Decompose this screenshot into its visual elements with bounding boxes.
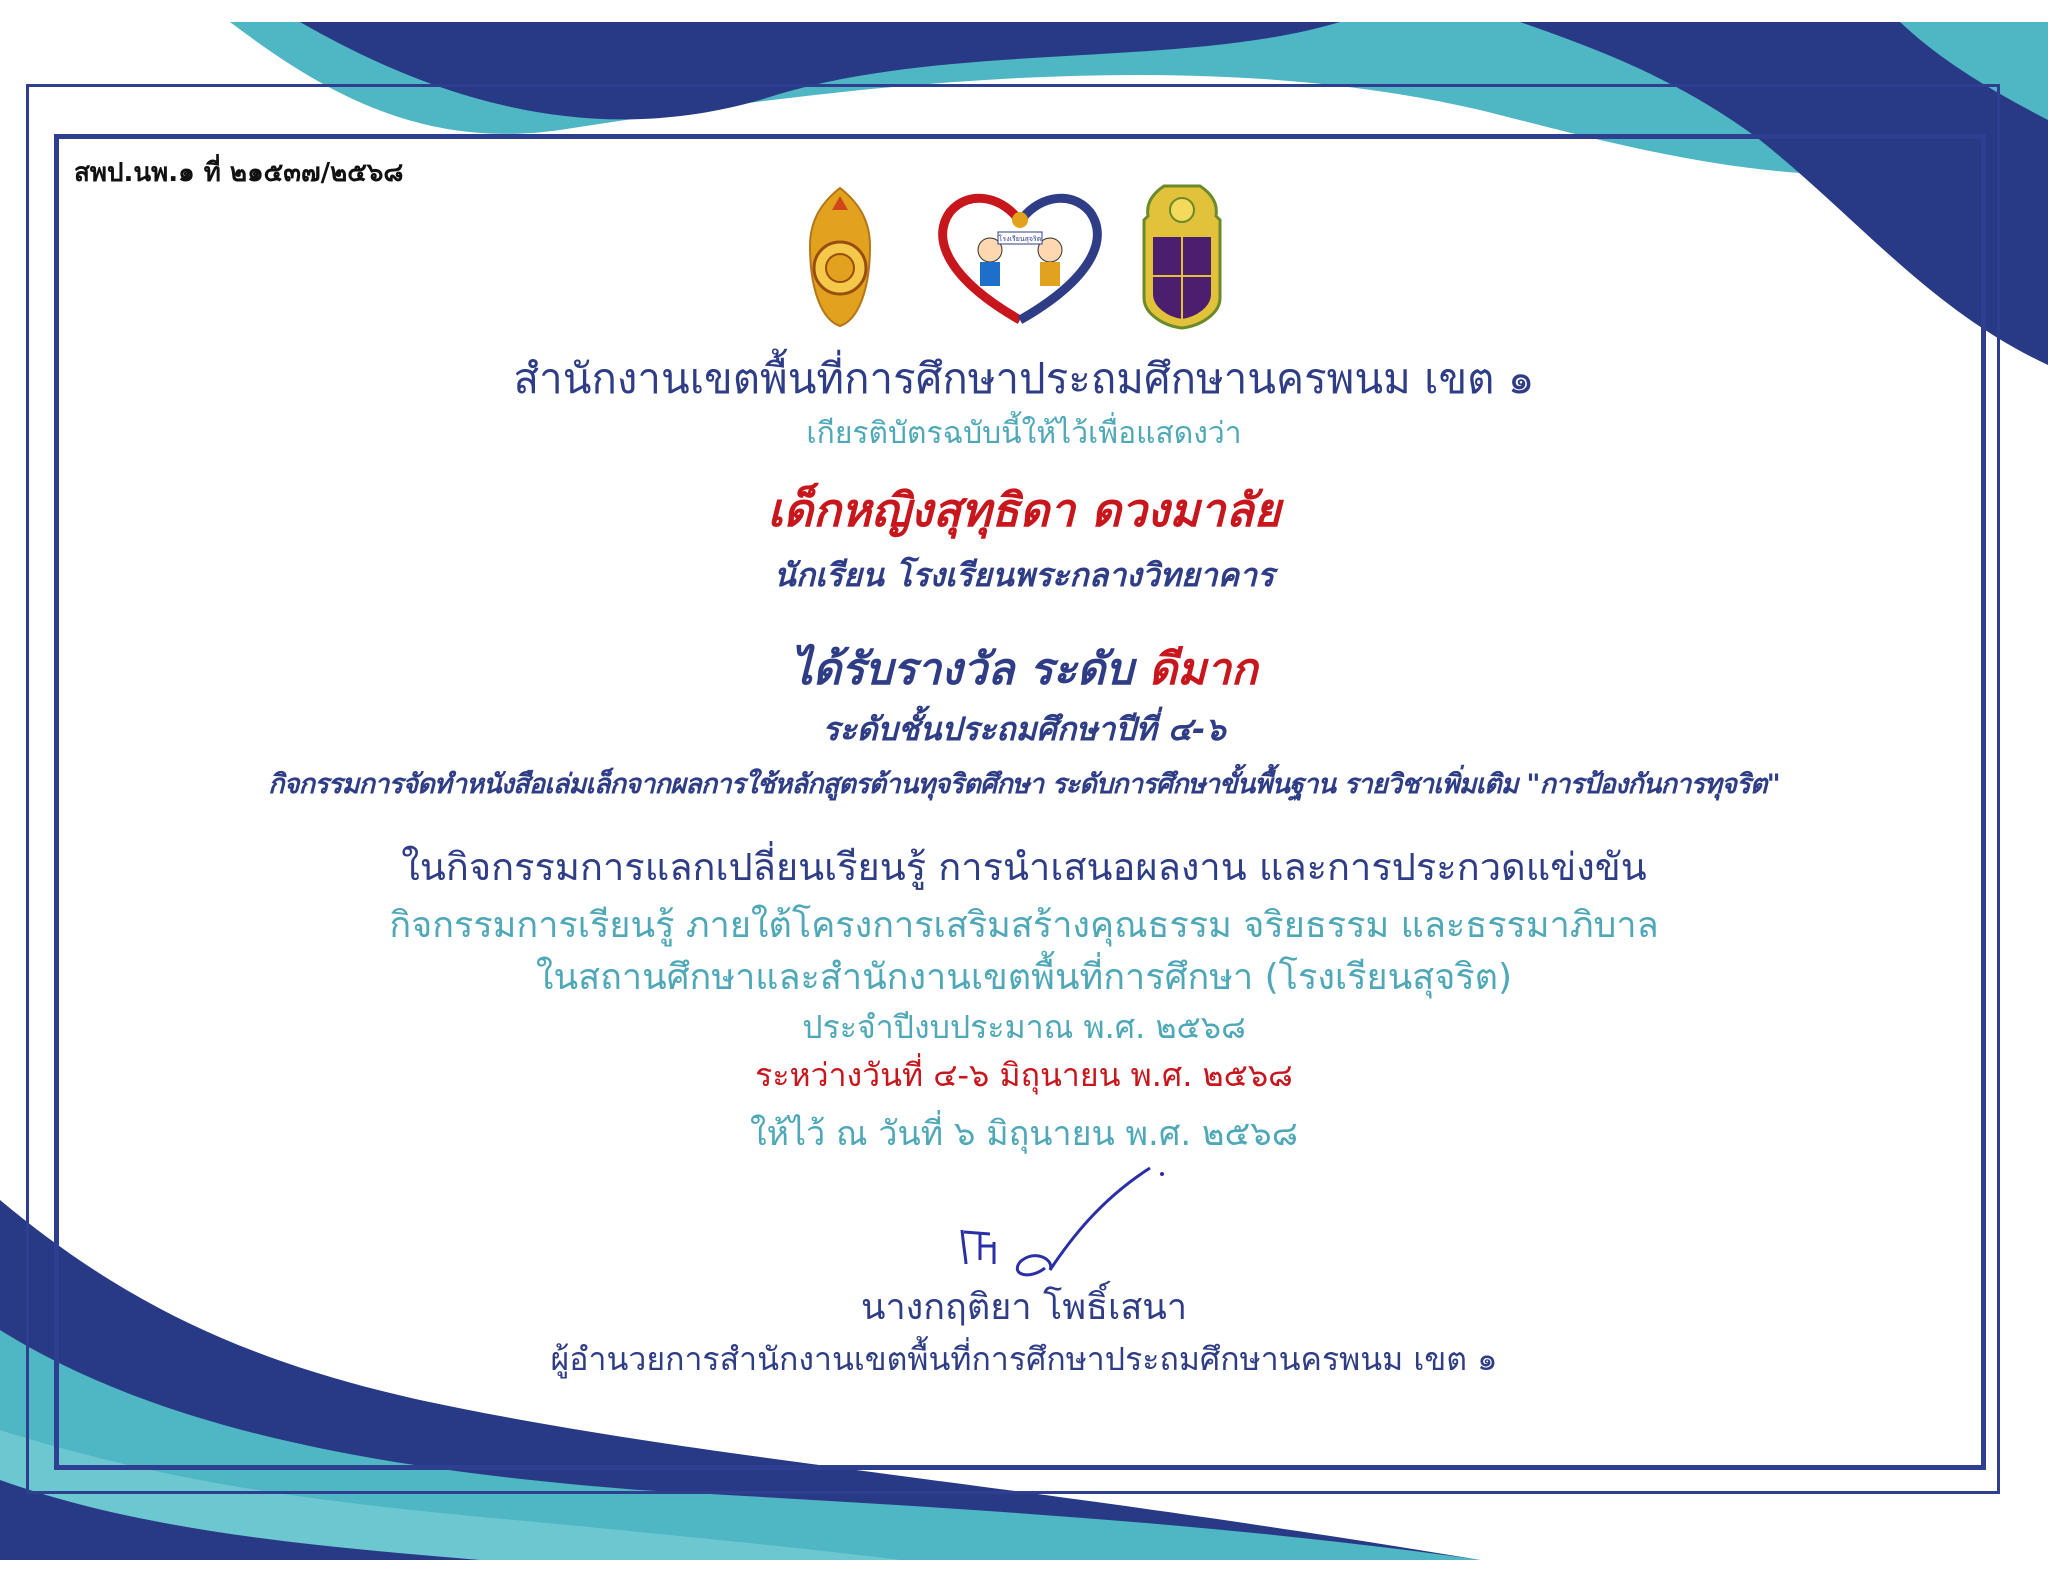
reference-number: สพป.นพ.๑ ที่ ๒๑๕๓๗/๒๕๖๘ [74, 158, 404, 188]
logos [800, 180, 1240, 330]
event-dates: ระหว่างวันที่ ๔-๖ มิถุนายน พ.ศ. ๒๕๖๘ [755, 1056, 1293, 1094]
signer-name: นางกฤติยา โพธิ์เสนา [860, 1287, 1188, 1328]
obec-emblem-icon [810, 188, 870, 326]
award-prefix: ได้รับรางวัล ระดับ [790, 644, 1149, 695]
organization-title: สำนักงานเขตพื้นที่การศึกษาประถมศึกษานครพนม เขต ๑ [513, 354, 1535, 403]
project-line-1: กิจกรรมการเรียนรู้ ภายใต้โครงการเสริมสร้างคุณธรรม จริยธรรม และธรรมาภิบาล [389, 905, 1659, 946]
nakhon-phanom-emblem-icon [1144, 186, 1220, 328]
intro-text: เกียรติบัตรฉบับนี้ให้ไว้เพื่อแสดงว่า [806, 416, 1242, 451]
recipient-name: เด็กหญิงสุทุธิดา ดวงมาลัย [767, 483, 1281, 537]
project-line-2: ในสถานศึกษาและสำนักงานเขตพื้นที่การศึกษา (โรงเรียนสุจริต) [535, 957, 1513, 998]
logo-center-text: โรงเรียนสุจริต [998, 235, 1042, 243]
grade-level: ระดับชั้นประถมศึกษาปีที่ ๔-๖ [822, 710, 1226, 748]
signature [950, 1160, 1190, 1290]
activity-title: กิจกรรมการจัดทำหนังสือเล่มเล็กจากผลการใช้หลักสูตรต้านทุจริตศึกษา ระดับการศึกษาขั้นพื้นฐาน รายวิชาเพิ่มเติม "การป้องกันการทุจริต" [268, 769, 1780, 800]
school-name: นักเรียน โรงเรียนพระกลางวิทยาคาร [773, 556, 1275, 594]
budget-year: ประจำปีงบประมาณ พ.ศ. ๒๕๖๘ [802, 1008, 1246, 1046]
given-date: ให้ไว้ ณ วันที่ ๖ มิถุนายน พ.ศ. ๒๕๖๘ [750, 1114, 1298, 1154]
award-line [0, 634, 2048, 704]
event-description: ในกิจกรรมการแลกเปลี่ยนเรียนรู้ การนำเสนอผลงาน และการประกวดแข่งขัน [401, 845, 1647, 889]
sujarit-school-logo-icon [943, 198, 1098, 320]
award-level: ดีมาก [1148, 644, 1258, 695]
signer-position: ผู้อำนวยการสำนักงานเขตพื้นที่การศึกษาประถมศึกษานครพนม เขต ๑ [550, 1340, 1498, 1378]
